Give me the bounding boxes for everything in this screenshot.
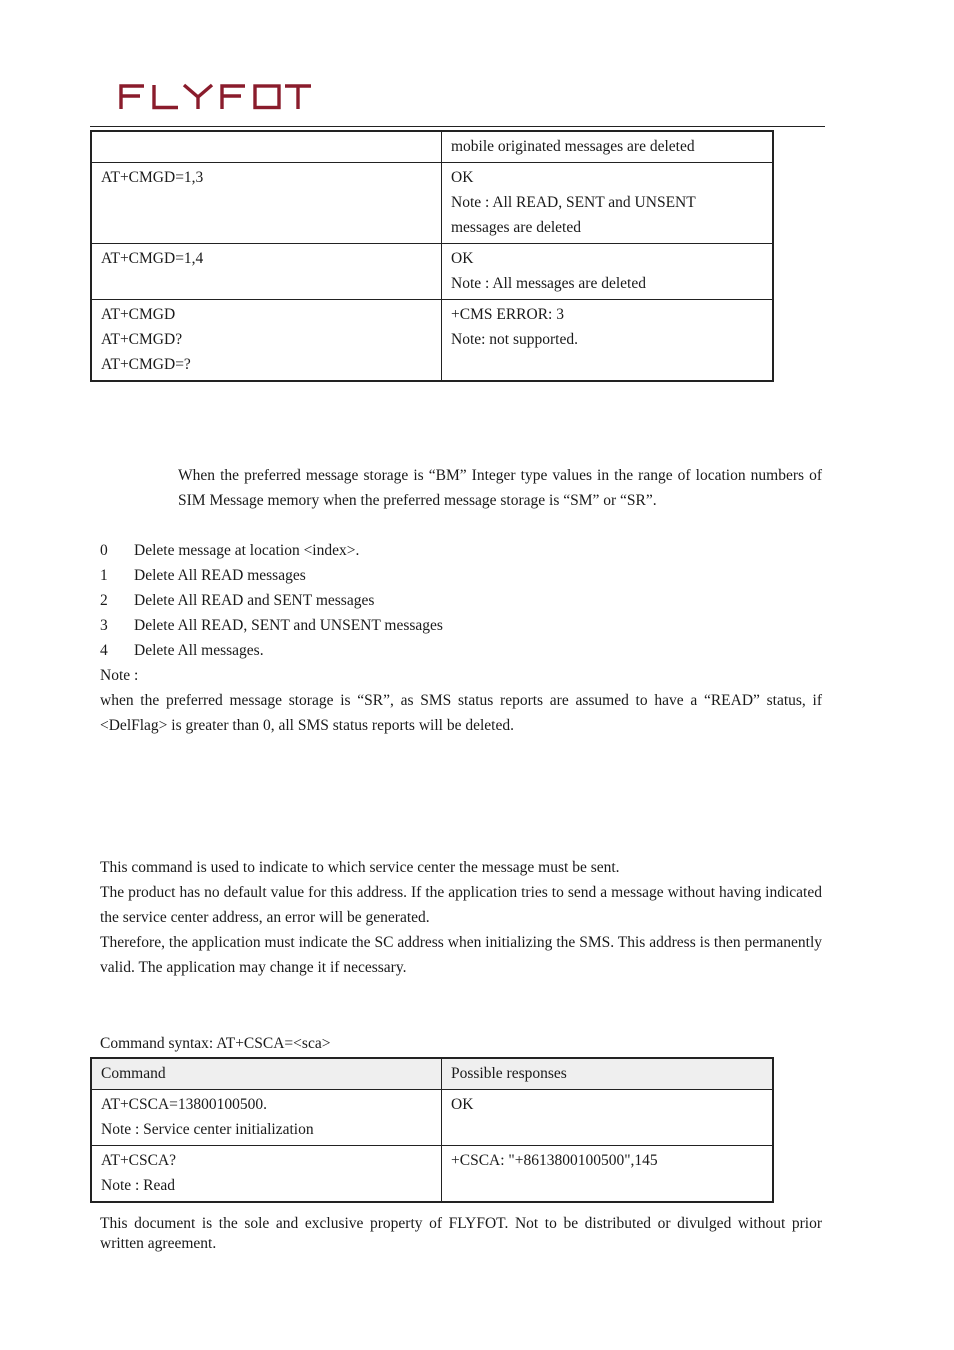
delflag-item: [100, 538, 359, 563]
delflag-item: [100, 563, 306, 588]
delflag-text: Delete All READ, SENT and UNSENT messages: [134, 617, 443, 634]
table-row: [91, 1090, 773, 1146]
command-line: AT+CMGD=1,3: [101, 169, 204, 186]
response-line: mobile originated messages are deleted: [451, 138, 695, 155]
command-cell: [91, 163, 442, 244]
command-note: Note : Service center initialization: [101, 1121, 314, 1138]
response-line: Note : All READ, SENT and UNSENT: [451, 194, 696, 211]
delflag-note-text: when the preferred message storage is “SR”, as SMS status reports are assumed to have a “READ” status, if <DelFlag> is greater than 0, all SMS status reports will be deleted.: [100, 692, 822, 734]
column-header-responses: Possible responses: [442, 1058, 774, 1090]
table-header-row: [91, 1058, 773, 1090]
header-rule: [90, 126, 825, 127]
response-line: OK: [451, 250, 474, 267]
command-cell: [91, 300, 442, 382]
table-row: [91, 244, 773, 300]
command-note: Note : Read: [101, 1177, 176, 1194]
flyfot-logo: [118, 82, 314, 112]
csca-paragraph: The product has no default value for this address. If the application tries to send a message without having indicated the service center address, an error will be generated.: [100, 884, 822, 926]
footer-disclaimer: This document is the sole and exclusive property of FLYFOT. Not to be distributed or divulged without prior written agreement.: [100, 1215, 822, 1252]
index-description: When the preferred message storage is “BM” Integer type values in the range of location numbers of SIM Message memory when the preferred message storage is “SM” or “SR”.: [178, 467, 822, 509]
command-cell: [91, 131, 442, 163]
response-line: OK: [451, 169, 474, 186]
table-row: [91, 163, 773, 244]
response-cell: [442, 1146, 774, 1203]
csca-paragraph: This command is used to indicate to which service center the message must be sent.: [100, 859, 620, 876]
response-line: +CMS ERROR: 3: [451, 306, 564, 323]
cmgd-examples-table: [90, 130, 774, 382]
delflag-text: Delete All messages.: [134, 642, 264, 659]
flyfot-logo-mark: [118, 82, 314, 112]
response-cell: [442, 244, 774, 300]
command-line: AT+CMGD=?: [101, 356, 191, 373]
csca-description: [100, 855, 822, 980]
command-cell: [91, 1090, 442, 1146]
response-line: messages are deleted: [451, 219, 581, 236]
column-header-command: Command: [91, 1058, 442, 1090]
delflag-note-label: Note :: [100, 667, 139, 684]
delflag-item: [100, 588, 374, 613]
delflag-text: Delete All READ messages: [134, 567, 306, 584]
delflag-number: 0: [100, 542, 108, 559]
response-cell: [442, 1090, 774, 1146]
response-line: Note: not supported.: [451, 331, 578, 348]
command-line: AT+CMGD: [101, 306, 176, 323]
response-line: Note : All messages are deleted: [451, 275, 646, 292]
delflag-number: 2: [100, 592, 108, 609]
csca-table: [90, 1057, 774, 1203]
delflag-item: [100, 613, 443, 638]
command-line: AT+CMGD=1,4: [101, 250, 204, 267]
response-cell: [442, 300, 774, 382]
delflag-item: [100, 638, 264, 663]
response-cell: [442, 163, 774, 244]
response-cell: [442, 131, 774, 163]
command-cell: [91, 1146, 442, 1203]
command-line: AT+CMGD?: [101, 331, 183, 348]
response-line: OK: [451, 1096, 474, 1113]
command-cell: [91, 244, 442, 300]
delflag-number: 3: [100, 617, 108, 634]
delflag-number: 1: [100, 567, 108, 584]
delflag-text: Delete message at location <index>.: [134, 542, 360, 559]
command-line: AT+CSCA=13800100500.: [101, 1096, 268, 1113]
csca-paragraph: Therefore, the application must indicate the SC address when initializing the SMS. This address is then permanently valid. The application may change it if necessary.: [100, 934, 822, 976]
delflag-text: Delete All READ and SENT messages: [134, 592, 375, 609]
delflag-number: 4: [100, 642, 108, 659]
table-row: [91, 131, 773, 163]
command-syntax: Command syntax: AT+CSCA=<sca>: [100, 1035, 331, 1052]
table-row: [91, 1146, 773, 1203]
command-line: AT+CSCA?: [101, 1152, 177, 1169]
table-row: [91, 300, 773, 382]
response-line: +CSCA: "+8613800100500",145: [451, 1152, 658, 1169]
